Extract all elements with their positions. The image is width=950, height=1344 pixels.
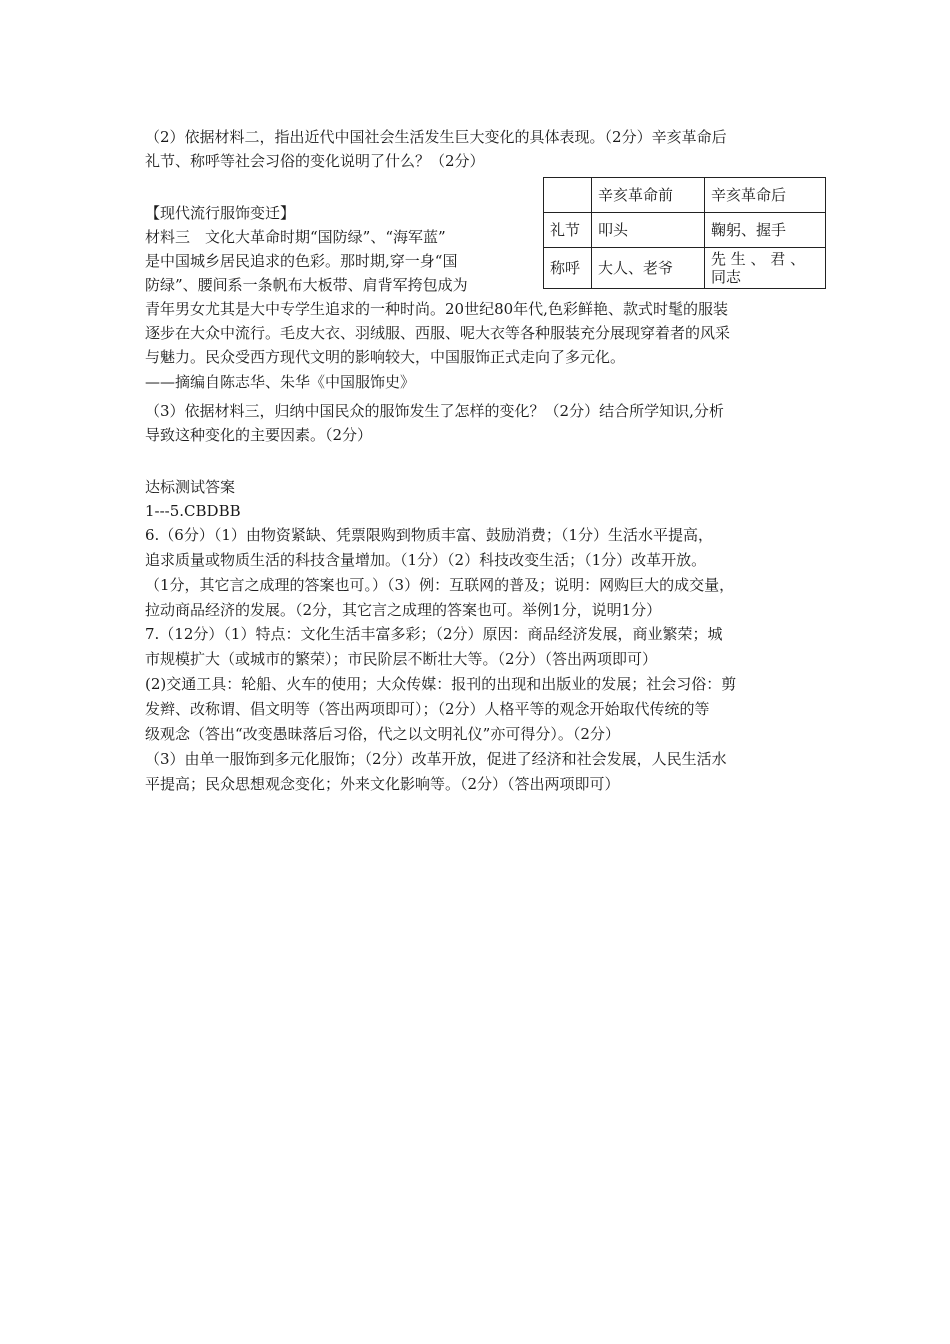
answer-line: 市规模扩大（或城市的繁荣）；市民阶层不断壮大等。（2分）（答出两项即可） [145, 650, 658, 668]
question-3-line-2: 导致这种变化的主要因素。（2分） [145, 426, 373, 444]
material-3-source: ——摘编自陈志华、朱华《中国服饰史》 [145, 373, 416, 391]
table-header-cell [544, 178, 592, 213]
answer-line: (2)交通工具：轮船、火车的使用；大众传媒：报刊的出现和出版业的发展；社会习俗：剪 [145, 675, 737, 693]
before-cell: 叩头 [592, 213, 705, 248]
answer-line: 7.（12分）（1）特点：文化生活丰富多彩；（2分）原因：商品经济发展，商业繁荣；城 [145, 625, 723, 643]
material-3-section-title: 【现代流行服饰变迁】 [145, 204, 296, 222]
answer-line: （3）由单一服饰到多元化服饰；（2分）改革开放，促进了经济和社会发展，人民生活水 [145, 750, 727, 768]
etiquette-comparison-table [543, 177, 826, 289]
row-label: 称呼 [544, 248, 592, 289]
material-3-line: 与魅力。民众受西方现代文明的影响较大，中国服饰正式走向了多元化。 [145, 348, 626, 366]
material-3-line: 防绿”、腰间系一条帆布大板带、肩背军挎包成为 [145, 276, 468, 294]
table-header-cell: 辛亥革命后 [705, 178, 826, 213]
question-2-line-1: （2）依据材料二，指出近代中国社会生活发生巨大变化的具体表现。（2分）辛亥革命后 [145, 128, 727, 146]
material-3-line: 青年男女尤其是大中专学生追求的一种时尚。20世纪80年代,色彩鲜艳、款式时髦的服装 [145, 300, 728, 318]
answer-line: 发辫、改称谓、倡文明等（答出两项即可）；（2分）人格平等的观念开始取代传统的等 [145, 700, 710, 718]
answer-line: 平提高；民众思想观念变化；外来文化影响等。（2分）（答出两项即可） [145, 775, 620, 793]
answer-line: 级观念（答出“改变愚昧落后习俗，代之以文明礼仪”亦可得分）。（2分） [145, 725, 620, 743]
material-3-line: 材料三 文化大革命时期“国防绿”、“海军蓝” [145, 228, 446, 246]
question-2-line-2: 礼节、称呼等社会习俗的变化说明了什么？（2分） [145, 152, 485, 170]
before-cell: 大人、老爷 [592, 248, 705, 289]
table-row [544, 213, 826, 248]
table-row [544, 248, 826, 289]
answer-line: 追求质量或物质生活的科技含量增加。（1分）（2）科技改变生活；（1分）改革开放。 [145, 551, 707, 569]
answers-heading: 达标测试答案 [145, 478, 236, 496]
answer-line: 1---5.CBDBB [145, 502, 241, 520]
after-cell: 鞠躬、握手 [705, 213, 826, 248]
row-label: 礼节 [544, 213, 592, 248]
table-header-cell: 辛亥革命前 [592, 178, 705, 213]
answer-line: （1分，其它言之成理的答案也可。）（3）例：互联网的普及；说明：网购巨大的成交量， [145, 576, 735, 594]
material-3-line: 是中国城乡居民追求的色彩。那时期,穿一身“国 [145, 252, 458, 270]
answer-line: 6.（6分）（1）由物资紧缺、凭票限购到物质丰富、鼓励消费；（1分）生活水平提高， [145, 526, 713, 544]
after-cell: 先 生 、 君 、 同志 [705, 248, 826, 289]
table-header-row [544, 178, 826, 213]
answer-line: 拉动商品经济的发展。（2分，其它言之成理的答案也可。举例1分，说明1分） [145, 601, 662, 619]
material-3-line: 逐步在大众中流行。毛皮大衣、羽绒服、西服、呢大衣等各种服装充分展现穿着者的风采 [145, 324, 731, 342]
question-3-line-1: （3）依据材料三，归纳中国民众的服饰发生了怎样的变化？（2分）结合所学知识,分析 [145, 402, 724, 420]
